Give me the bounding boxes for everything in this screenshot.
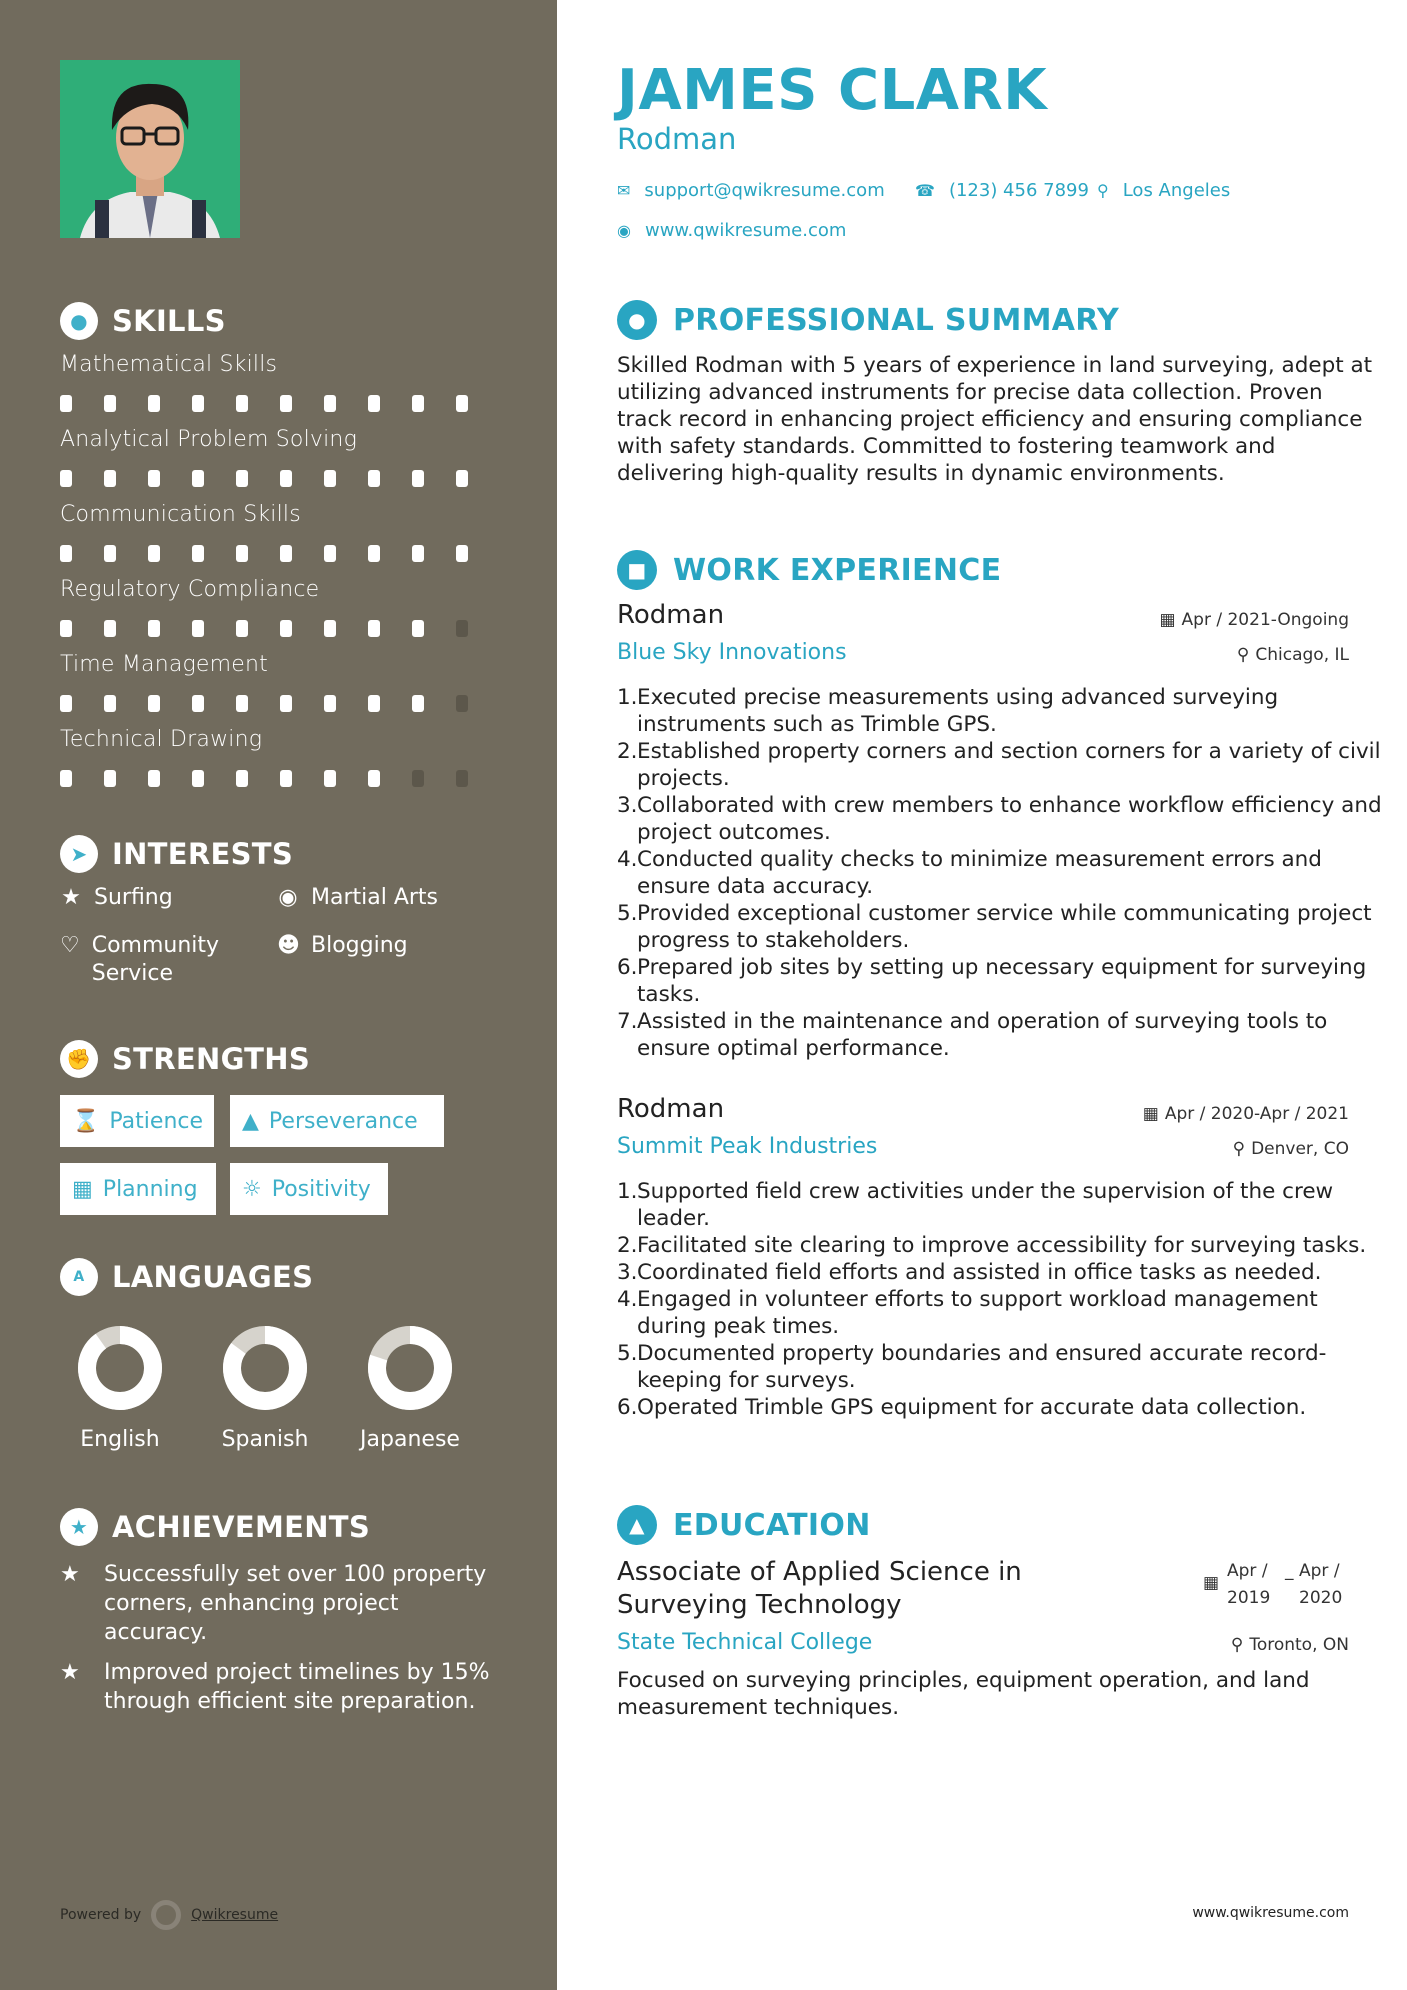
skill-row — [60, 577, 500, 637]
job-bullets — [617, 684, 1387, 1062]
job-title: Rodman — [617, 1094, 725, 1124]
skill-dot — [280, 395, 292, 412]
pin-icon: ⚲ — [1236, 645, 1250, 665]
skill-dot — [192, 545, 204, 562]
skill-dot — [148, 770, 160, 787]
list-item: 4. Conducted quality checks to minimize measurement errors and ensure data accuracy. — [617, 847, 1322, 899]
skill-dot — [236, 695, 248, 712]
skill-dot — [368, 695, 380, 712]
map-marker-icon: ⚲ — [1097, 181, 1109, 200]
briefcase-icon: ■ — [617, 550, 657, 590]
users-icon: ☻ — [277, 933, 300, 958]
skill-rating — [60, 695, 500, 712]
achievement-item: ★ Improved project timelines by 15% through efficient site preparation. — [60, 1660, 490, 1714]
hourglass-icon: ⌛ — [72, 1108, 100, 1134]
skill-dot — [60, 695, 72, 712]
main-content — [557, 0, 1407, 1990]
medal-icon: ★ — [60, 1508, 98, 1546]
language-name: English — [80, 1427, 160, 1452]
skill-row — [60, 727, 500, 787]
skill-name: Time Management — [60, 652, 268, 677]
job-dates: ▦ Apr / 2021-Ongoing — [1159, 610, 1349, 630]
education-school: State Technical College — [617, 1630, 873, 1655]
list-item: 2. Established property corners and section corners for a variety of civil projects. — [617, 739, 1381, 791]
skill-dot — [412, 395, 424, 412]
paper-plane-icon: ➤ — [60, 835, 98, 873]
skill-dot — [456, 470, 468, 487]
star-icon: ★ — [61, 885, 81, 910]
list-item: 3. Collaborated with crew members to enhance workflow efficiency and project outcomes. — [617, 793, 1382, 845]
translate-icon: A — [60, 1258, 98, 1296]
skill-dot — [412, 695, 424, 712]
qwikresume-logo-icon — [151, 1900, 181, 1930]
job-company: Blue Sky Innovations — [617, 640, 847, 665]
skill-dot — [280, 695, 292, 712]
skill-name: Analytical Problem Solving — [60, 427, 357, 452]
calendar-icon: ▦ — [1202, 1573, 1219, 1593]
skill-dot — [236, 395, 248, 412]
contact-website[interactable]: ◉ www.qwikresume.com — [617, 220, 847, 241]
skill-dot — [412, 770, 424, 787]
skill-dot — [324, 395, 336, 412]
contact-email[interactable]: ✉ support@qwikresume.com — [617, 180, 885, 201]
skill-dot — [104, 395, 116, 412]
skill-dot — [412, 470, 424, 487]
powered-by: Powered by Qwikresume — [60, 1900, 278, 1930]
skill-dot — [60, 620, 72, 637]
skill-dot — [60, 770, 72, 787]
shooting-star-icon: ★ — [60, 1660, 80, 1685]
skill-dot — [104, 770, 116, 787]
skill-dot — [60, 395, 72, 412]
skill-dot — [456, 770, 468, 787]
skill-dot — [104, 620, 116, 637]
candidate-role: Rodman — [617, 122, 737, 156]
summary-text: Skilled Rodman with 5 years of experience in land surveying, adept at utilizing advanced instruments for precise data collection. Proven track record in enhancing project efficiency and ensuring compliance with safety standards. Committed to fostering teamwork and delivering high-quality results in dynamic environments. — [617, 353, 1373, 486]
skill-rating — [60, 470, 500, 487]
job-bullets — [617, 1178, 1387, 1421]
summary-heading: ● PROFESSIONAL SUMMARY — [617, 300, 1119, 340]
pin-icon: ⚲ — [1232, 1139, 1246, 1159]
qwikresume-link[interactable]: Qwikresume — [191, 1907, 279, 1923]
list-item: 6. Operated Trimble GPS equipment for accurate data collection. — [617, 1395, 1307, 1420]
job-location: ⚲ Chicago, IL — [1236, 645, 1349, 665]
skill-dot — [236, 545, 248, 562]
skill-dot — [280, 620, 292, 637]
skill-rating — [60, 770, 500, 787]
skill-dot — [368, 395, 380, 412]
job-company: Summit Peak Industries — [617, 1134, 878, 1159]
candidate-name: JAMES CLARK — [617, 58, 1048, 123]
interest-item: ☻ Blogging — [277, 933, 408, 958]
list-item: 3. Coordinated field efforts and assisted in office tasks as needed. — [617, 1260, 1322, 1285]
sun-icon: ☼ — [242, 1176, 262, 1202]
phone-icon: ☎ — [915, 181, 935, 200]
skill-dot — [192, 395, 204, 412]
skill-dot — [148, 395, 160, 412]
language-item — [360, 1325, 460, 1452]
skill-rating — [60, 395, 500, 412]
skill-dot — [104, 695, 116, 712]
education-location: ⚲ Toronto, ON — [1230, 1635, 1349, 1655]
globe-icon: ◉ — [278, 885, 298, 910]
skill-dot — [60, 545, 72, 562]
skill-row — [60, 352, 500, 412]
list-item: 1. Supported field crew activities under the supervision of the crew leader. — [617, 1179, 1334, 1231]
globe-icon: ◉ — [617, 221, 631, 240]
skill-dot — [412, 545, 424, 562]
skill-dot — [148, 695, 160, 712]
skill-dot — [148, 470, 160, 487]
job-location: ⚲ Denver, CO — [1232, 1139, 1349, 1159]
skill-dot — [412, 620, 424, 637]
calendar-icon: ▦ — [1159, 610, 1176, 630]
sidebar — [0, 0, 557, 1990]
skill-name: Regulatory Compliance — [60, 577, 320, 602]
skill-name: Mathematical Skills — [60, 352, 278, 377]
heart-icon: ♡ — [60, 933, 80, 958]
skill-dot — [368, 770, 380, 787]
calendar-icon: ▦ — [72, 1176, 93, 1202]
skill-rating — [60, 620, 500, 637]
contact-phone[interactable]: ☎ (123) 456 7899 — [915, 180, 1089, 201]
skill-dot — [456, 395, 468, 412]
interest-item: ◉ Martial Arts — [278, 885, 439, 910]
skill-dot — [192, 470, 204, 487]
envelope-icon: ✉ — [617, 181, 631, 200]
skill-dot — [236, 620, 248, 637]
strength-badge: ☼ Positivity — [230, 1163, 388, 1215]
user-icon: ● — [617, 300, 657, 340]
achievements-heading: ★ ACHIEVEMENTS — [60, 1508, 370, 1546]
experience-heading: ■ WORK EXPERIENCE — [617, 550, 1001, 590]
education-dates: ▦ Apr / 2019 _ Apr / 2020 — [1203, 1558, 1349, 1612]
list-item: 2. Facilitated site clearing to improve accessibility for surveying tasks. — [617, 1233, 1367, 1258]
language-item — [215, 1325, 315, 1452]
list-item: 4. Engaged in volunteer efforts to support workload management during peak times. — [617, 1287, 1318, 1339]
contact-location: ⚲ Los Angeles — [1097, 180, 1231, 201]
skill-dot — [192, 770, 204, 787]
skill-dot — [456, 695, 468, 712]
strength-badge: ▲ Perseverance — [230, 1095, 444, 1147]
skill-dot — [324, 545, 336, 562]
language-item — [70, 1325, 170, 1452]
mountain-icon: ▲ — [242, 1108, 259, 1134]
skill-dot — [368, 620, 380, 637]
language-donut — [367, 1325, 453, 1411]
skill-name: Communication Skills — [60, 502, 301, 527]
skill-dot — [148, 545, 160, 562]
skill-dot — [148, 620, 160, 637]
job-title: Rodman — [617, 600, 725, 630]
language-donut — [222, 1325, 308, 1411]
skill-rating — [60, 545, 500, 562]
skill-name: Technical Drawing — [60, 727, 263, 752]
skill-dot — [280, 545, 292, 562]
profile-photo — [60, 60, 240, 238]
skill-row — [60, 427, 500, 487]
skill-dot — [192, 620, 204, 637]
skill-dot — [104, 470, 116, 487]
skill-dot — [280, 770, 292, 787]
footer-website-link[interactable]: www.qwikresume.com — [1192, 1905, 1349, 1921]
skill-dot — [192, 695, 204, 712]
language-name: Japanese — [360, 1427, 460, 1452]
graduation-cap-icon: ▲ — [617, 1505, 657, 1545]
languages-heading: A LANGUAGES — [60, 1258, 313, 1296]
interest-item: ♡ Community Service — [60, 933, 220, 986]
skill-dot — [456, 620, 468, 637]
skill-dot — [324, 770, 336, 787]
language-donut — [77, 1325, 163, 1411]
skills-heading: ● SKILLS — [60, 302, 226, 340]
education-degree: Associate of Applied Science in Surveying Technology — [617, 1557, 1022, 1620]
interest-item: ★ Surfing — [61, 885, 173, 910]
skill-dot — [236, 770, 248, 787]
list-item: 6. Prepared job sites by setting up necessary equipment for surveying tasks. — [617, 955, 1367, 1007]
achievement-item: ★ Successfully set over 100 property corners, enhancing project accuracy. — [60, 1562, 487, 1645]
skill-dot — [324, 470, 336, 487]
shooting-star-icon: ★ — [60, 1562, 80, 1587]
skill-dot — [236, 470, 248, 487]
job-dates: ▦ Apr / 2020-Apr / 2021 — [1142, 1104, 1349, 1124]
list-item: 5. Documented property boundaries and ensured accurate record-keeping for surveys. — [617, 1341, 1327, 1393]
skill-dot — [368, 470, 380, 487]
skill-dot — [280, 470, 292, 487]
skill-dot — [60, 470, 72, 487]
interests-heading: ➤ INTERESTS — [60, 835, 293, 873]
strength-badge: ⌛ Patience — [60, 1095, 214, 1147]
education-description: Focused on surveying principles, equipment operation, and land measurement techniques. — [617, 1668, 1310, 1720]
education-heading: ▲ EDUCATION — [617, 1505, 871, 1545]
skill-dot — [456, 545, 468, 562]
skill-dot — [324, 620, 336, 637]
skill-row — [60, 652, 500, 712]
list-item: 5. Provided exceptional customer service while communicating project progress to stakeholders. — [617, 901, 1372, 953]
skill-row — [60, 502, 500, 562]
pin-icon: ⚲ — [1230, 1635, 1244, 1655]
list-item: 7. Assisted in the maintenance and operation of surveying tools to ensure optimal performance. — [617, 1009, 1328, 1061]
fist-icon: ✊ — [60, 1040, 98, 1078]
strengths-heading: ✊ STRENGTHS — [60, 1040, 310, 1078]
skill-dot — [104, 545, 116, 562]
skill-dot — [324, 695, 336, 712]
list-item: 1. Executed precise measurements using advanced surveying instruments such as Trimble GPS. — [617, 685, 1279, 737]
lightbulb-icon: ● — [60, 302, 98, 340]
calendar-icon: ▦ — [1142, 1104, 1159, 1124]
skill-dot — [368, 545, 380, 562]
strength-badge: ▦ Planning — [60, 1163, 216, 1215]
language-level-arc — [87, 1335, 153, 1401]
language-name: Spanish — [221, 1427, 309, 1452]
